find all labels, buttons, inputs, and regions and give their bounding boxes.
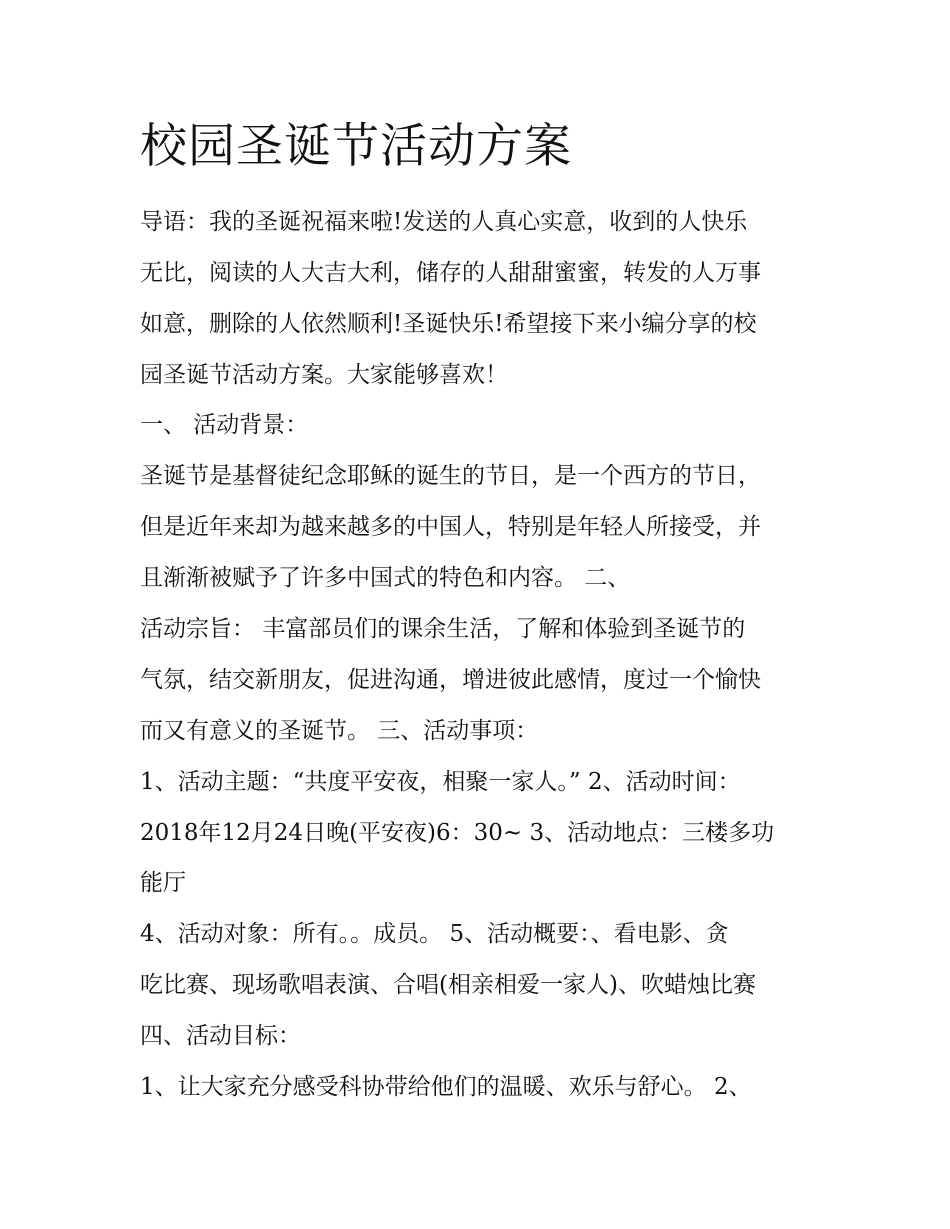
paragraph-line: 园圣诞节活动方案。大家能够喜欢！	[140, 362, 508, 388]
paragraph-line: 4、活动对象：所有。。成员。 5、活动概要：、看电影、贪	[140, 921, 729, 947]
paragraph-line: 活动宗旨： 丰富部员们的课余生活，了解和体验到圣诞节的	[140, 616, 746, 642]
paragraph-line: 无比，阅读的人大吉大利，储存的人甜甜蜜蜜，转发的人万事	[140, 260, 761, 286]
paragraph-line: 气氛，结交新朋友，促进沟通，增进彼此感情，度过一个愉快	[140, 667, 761, 693]
paragraph-line: 吃比赛、现场歌唱表演、合唱(相亲相爱一家人)、吹蜡烛比赛	[140, 972, 756, 998]
paragraph-line: 导语：我的圣诞祝福来啦!发送的人真心实意，收到的人快乐	[140, 209, 748, 235]
paragraph-line: 圣诞节是基督徒纪念耶稣的诞生的节日，是一个西方的节日，	[140, 463, 761, 489]
paragraph-line: 如意，删除的人依然顺利!圣诞快乐!希望接下来小编分享的校	[140, 311, 757, 337]
paragraph-line: 而又有意义的圣诞节。 三、活动事项：	[140, 718, 539, 744]
paragraph-line: 且渐渐被赋予了许多中国式的特色和内容。 二、	[140, 565, 631, 591]
document-title: 校园圣诞节活动方案	[140, 119, 572, 174]
paragraph-line: 2018年12月24日晚(平安夜)6：30~ 3、活动地点：三楼多功	[140, 820, 775, 846]
paragraph-line: 1、让大家充分感受科协带给他们的温暖、欢乐与舒心。 2、	[140, 1074, 752, 1100]
paragraph-line: 但是近年来却为越来越多的中国人，特别是年轻人所接受，并	[140, 514, 761, 540]
paragraph-line: 能厅	[140, 870, 186, 896]
paragraph-line: 1、活动主题：“共度平安夜，相聚一家人。” 2、活动时间：	[140, 769, 741, 795]
section-heading: 一、 活动背景：	[140, 412, 309, 438]
section-heading: 四、活动目标：	[140, 1023, 301, 1049]
